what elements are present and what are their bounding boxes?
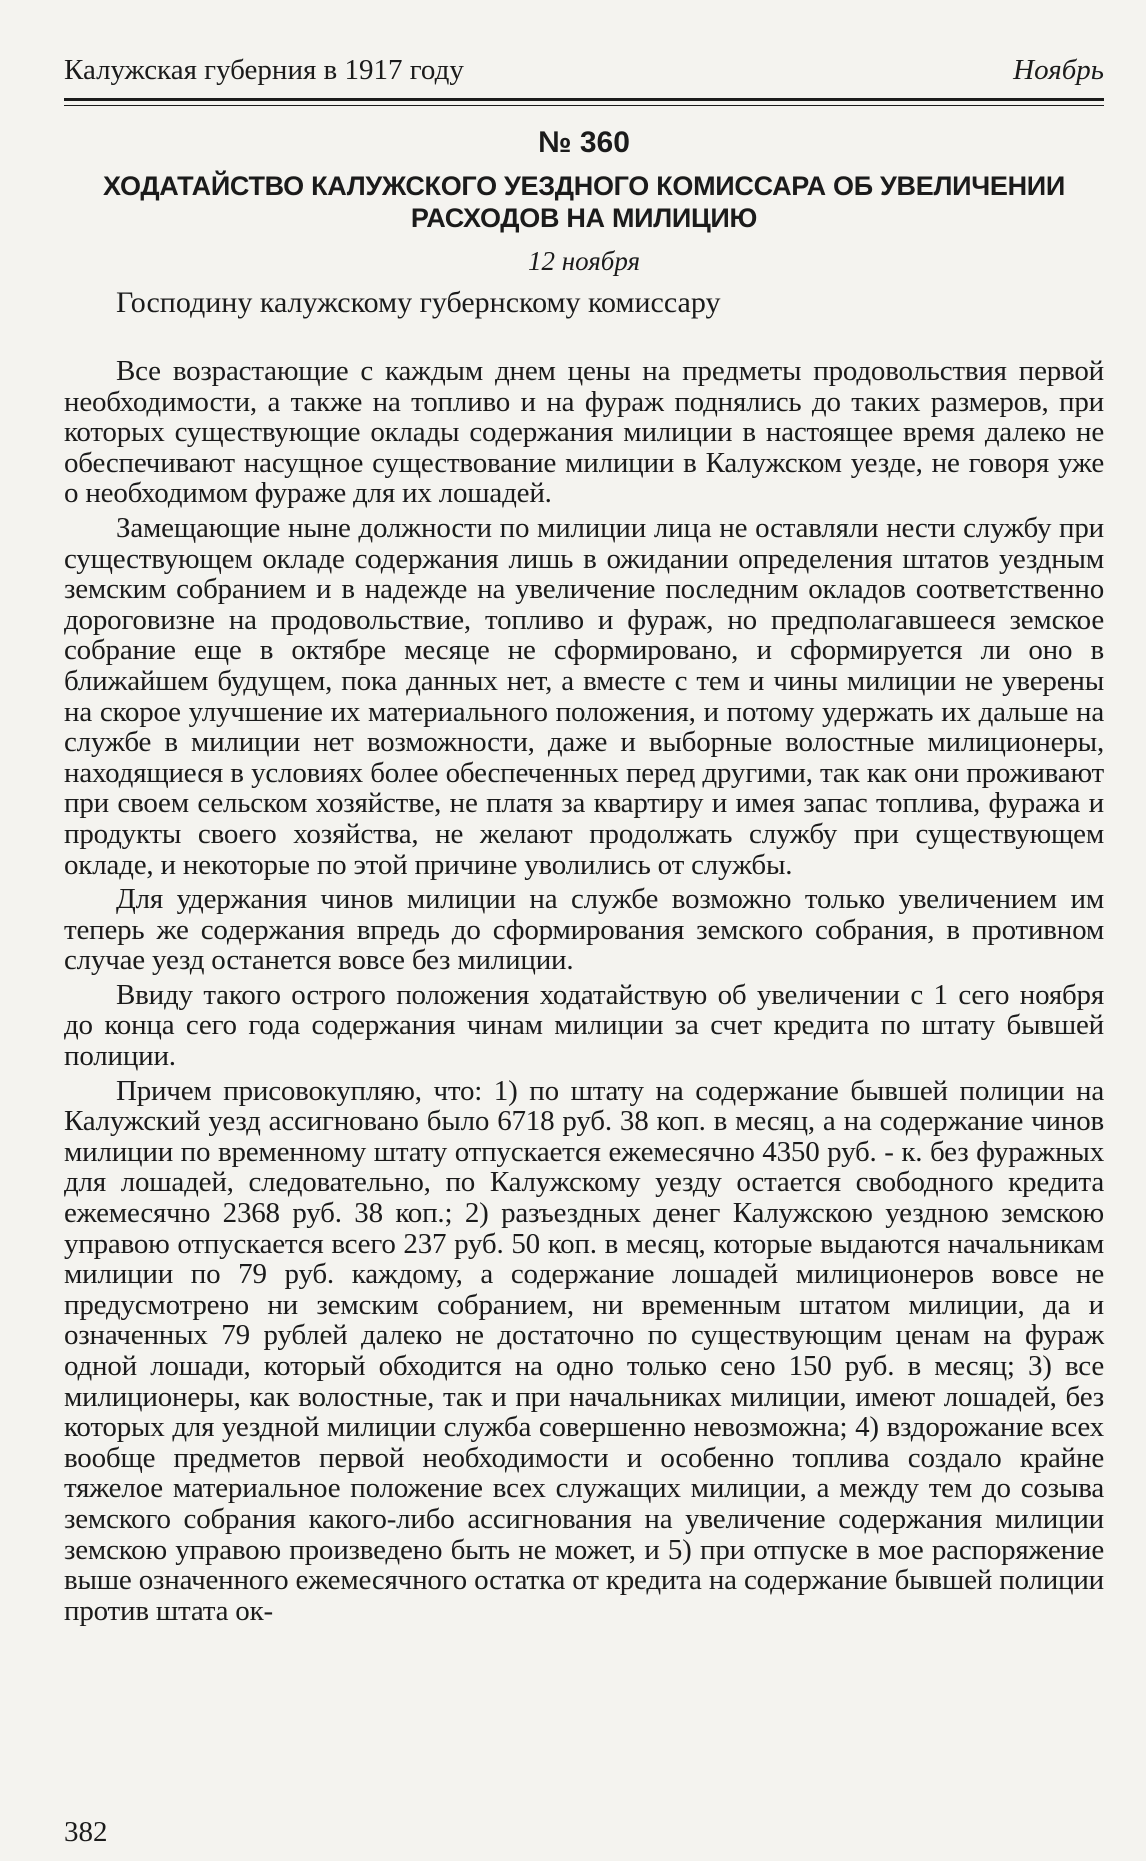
running-head [64, 54, 1104, 94]
document-date: 12 ноября [527, 246, 641, 276]
document-number: № 360 [538, 126, 630, 159]
book-page [64, 38, 1112, 1848]
header-rule [64, 98, 1104, 101]
running-head-title: Калужская губерния в 1917 году [64, 54, 464, 86]
addressee: Господину калужскому губернскому комиссару [116, 286, 721, 319]
page-number: 382 [64, 1816, 108, 1848]
paragraph: Все возрастающие с каждым днем цены на предметы продовольствия первой необходимости, а также на топливо и на фураж поднялись до таких размеров, при которых существующие оклады содержания милиции в настоящее время далеко не обеспечивают насущное существование милиции в Калужском уезде, не говоря уже о необходимом фураже для их лошадей. [64, 355, 1104, 510]
header-rule-thin [64, 105, 1104, 106]
document-title: ХОДАТАЙСТВО КАЛУЖСКОГО УЕЗДНОГО КОМИССАРА ОБ УВЕЛИЧЕНИИ РАСХОДОВ НА МИЛИЦИЮ [102, 171, 1065, 233]
paragraph: Ввиду такого острого положения ходатайствую об увеличении с 1 сего ноября до конца сего года содержания чинам милиции за счет кредита по штату бывшей полиции. [64, 978, 1104, 1073]
running-head-month: Ноябрь [1013, 54, 1104, 86]
paragraph: Причем присовокупляю, что: 1) по штату на содержание бывшей полиции на Калужский уезд ассигновано было 6718 руб. 38 коп. в месяц, а на содержание чинов милиции по временному штату отпускается ежемесячно 4350 руб. - к. без фуражных для лошадей, следовательно, по Калужскому уезду остается свободного кредита ежемесячно 2368 руб. 38 коп.; 2) разъездных денег Калужскою уездною земскою управою отпускается всего 237 руб. 50 коп. в месяц, которые выдаются начальникам милиции по 79 руб. каждому, а содержание лошадей милиционеров вовсе не предусмотрено ни земским собранием, ни временным штатом милиции, да и означенных 79 рублей далеко не достаточно по существующим ценам на фураж одной лошади, который обходится на одно только сено 150 руб. в месяц; 3) все милиционеры, как волостные, так и при начальниках милиции, имеют лошадей, без которых для уездной милиции служба совершенно невозможна; 4) вздорожание всех вообще предметов первой необходимости и особенно топлива создало крайне тяжелое материальное положение всех служащих милиции, а между тем до созыва земского собрания какого-либо ассигнования на увеличение содержания милиции земскою управою произведено быть не может, и 5) при отпуске в мое распоряжение выше означенного ежемесячного остатка от кредита на содержание бывшей полиции против штата ок- [64, 1074, 1104, 1627]
document-body [64, 356, 1104, 1630]
paragraph: Для удержания чинов милиции на службе возможно только увеличением им теперь же содержания впредь до сформирования земского собрания, в противном случае уезд останется вовсе без милиции. [64, 883, 1104, 977]
paragraph: Замещающие ныне должности по милиции лица не оставляли нести службу при существующем окладе содержания лишь в ожидании определения штатов уездным земским собранием и в надежде на увеличение последним окладов соответственно дороговизне на продовольствие, топливо и фураж, но предполагавшееся земское собрание еще в октябре месяце не сформировано, и сформируется ли оно в ближайшем будущем, пока данных нет, а вместе с тем и чины милиции не уверены на скорое улучшение их материального положения, и потому удержать их дальше на службе в милиции нет возможности, даже и выборные волостные милиционеры, находящиеся в условиях более обеспеченных перед другими, так как они проживают при своем сельском хозяйстве, не платя за квартиру и имея запас топлива, фуража и продукты своего хозяйства, не желают продолжать службу при существующем окладе, и некоторые по этой причине уволились от службы. [64, 511, 1104, 881]
